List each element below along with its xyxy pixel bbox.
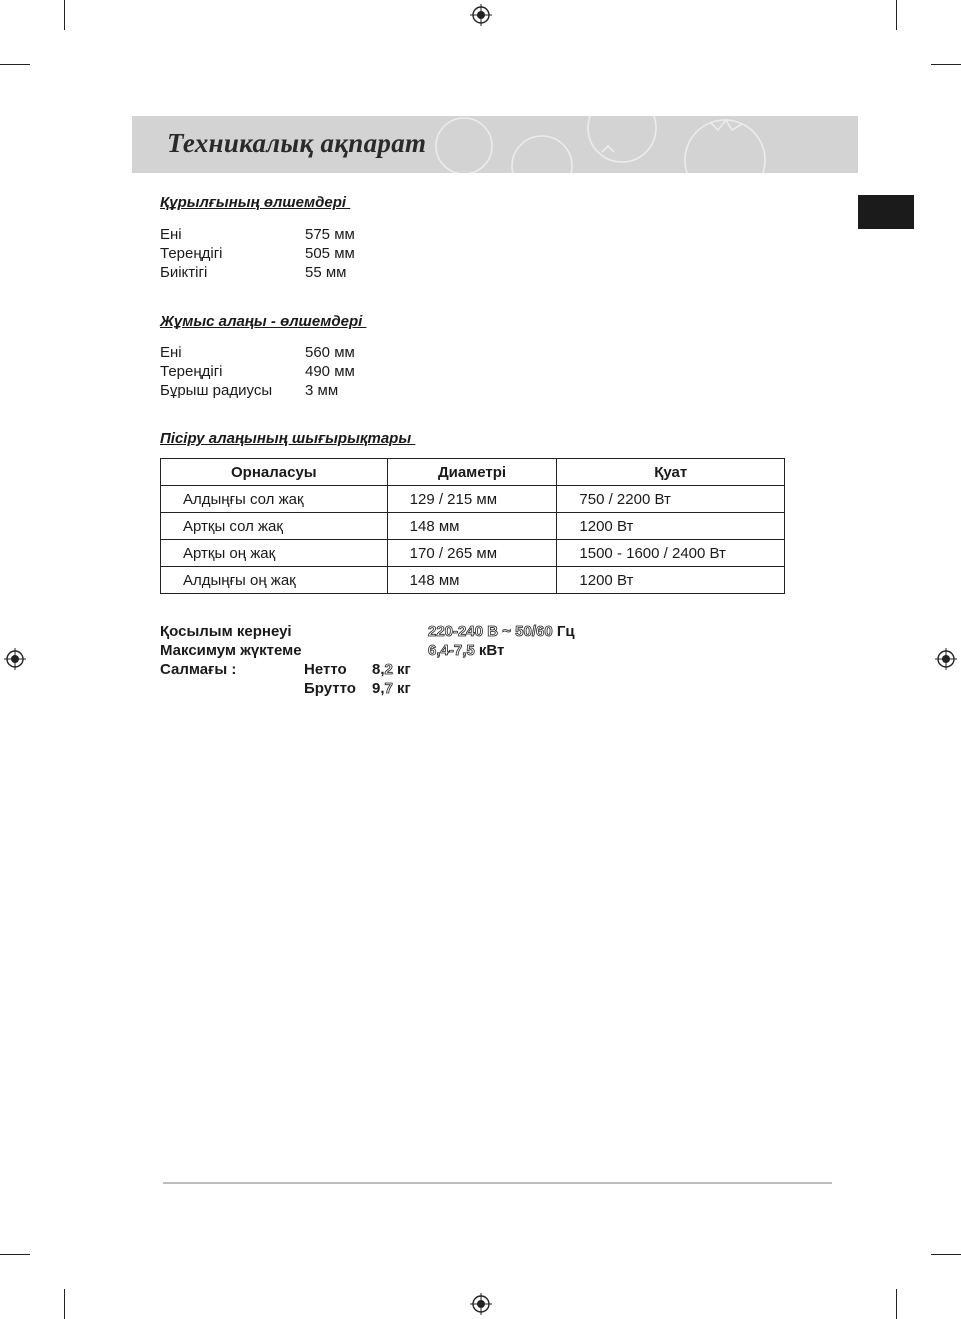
spec-label: Ені xyxy=(160,226,182,243)
section-tab-marker xyxy=(858,195,914,229)
table-cell: Артқы сол жақ xyxy=(161,513,388,540)
crop-mark xyxy=(931,64,961,65)
registration-mark-icon xyxy=(935,648,957,670)
crop-mark xyxy=(64,1289,65,1319)
table-cell: 148 мм xyxy=(387,513,557,540)
crop-mark xyxy=(0,64,30,65)
crop-mark xyxy=(0,1254,30,1255)
voltage-number: 220-240 В ~ 50/60 xyxy=(428,623,553,640)
burners-table xyxy=(160,458,785,594)
spec-label: Тереңдігі xyxy=(160,363,223,380)
registration-mark-icon xyxy=(470,4,492,26)
page-header xyxy=(132,116,858,173)
table-cell: Артқы оң жақ xyxy=(161,540,388,567)
burners-heading: Пісіру алаңының шығырықтары xyxy=(160,430,416,447)
net-weight-int: 8, xyxy=(372,661,385,678)
max-load-number: 6,4-7,5 xyxy=(428,642,475,659)
voltage-label: Қосылым кернеуі xyxy=(160,623,292,640)
max-load-value xyxy=(428,641,504,660)
spec-label: Бұрыш радиусы xyxy=(160,382,273,399)
max-load-label: Максимум жүктеме xyxy=(160,642,302,659)
footer-divider xyxy=(163,1182,832,1184)
spec-label: Биіктігі xyxy=(160,264,208,281)
table-cell: 750 / 2200 Вт xyxy=(557,486,785,513)
table-cell: 1500 - 1600 / 2400 Вт xyxy=(557,540,785,567)
registration-mark-icon xyxy=(4,648,26,670)
table-cell: 129 / 215 мм xyxy=(387,486,557,513)
max-load-unit: кВт xyxy=(478,642,505,659)
crop-mark xyxy=(931,1254,961,1255)
table-row xyxy=(161,540,785,567)
spec-value: 505 мм xyxy=(305,245,355,262)
table-row xyxy=(161,513,785,540)
column-header: Диаметрі xyxy=(387,459,557,486)
device-dimensions-heading: Құрылғының өлшемдері xyxy=(160,194,351,211)
gross-weight-label: Брутто xyxy=(304,680,356,697)
registration-mark-icon xyxy=(470,1293,492,1315)
weight-label: Салмағы : xyxy=(160,661,237,678)
gross-weight-dec: 7 xyxy=(384,680,393,697)
net-weight-value xyxy=(372,660,411,679)
net-weight-label: Нетто xyxy=(304,661,347,678)
table-cell: 170 / 265 мм xyxy=(387,540,557,567)
crop-mark xyxy=(896,1289,897,1319)
table-cell: 148 мм xyxy=(387,567,557,594)
spec-value: 55 мм xyxy=(305,264,347,281)
spec-label: Тереңдігі xyxy=(160,245,223,262)
column-header: Қуат xyxy=(557,459,785,486)
table-cell: 1200 Вт xyxy=(557,513,785,540)
spec-value: 490 мм xyxy=(305,363,355,380)
table-row xyxy=(161,486,785,513)
page-title: Техникалық ақпарат xyxy=(167,128,427,158)
spec-value: 575 мм xyxy=(305,226,355,243)
spec-label: Ені xyxy=(160,344,182,361)
crop-mark xyxy=(64,0,65,30)
net-weight-unit: кг xyxy=(397,661,411,678)
table-cell: 1200 Вт xyxy=(557,567,785,594)
voltage-value xyxy=(428,622,575,641)
gross-weight-unit: кг xyxy=(397,680,411,697)
gross-weight-int: 9, xyxy=(372,680,385,697)
spec-value: 3 мм xyxy=(305,382,339,399)
gross-weight-value xyxy=(372,679,411,698)
table-cell: Алдыңғы оң жақ xyxy=(161,567,388,594)
voltage-unit: Гц xyxy=(556,623,575,640)
crop-mark xyxy=(896,0,897,30)
table-cell: Алдыңғы сол жақ xyxy=(161,486,388,513)
spec-value: 560 мм xyxy=(305,344,355,361)
table-header-row xyxy=(161,459,785,486)
net-weight-dec: 2 xyxy=(384,661,393,678)
column-header: Орналасуы xyxy=(161,459,388,486)
table-row xyxy=(161,567,785,594)
work-surface-heading: Жұмыс алаңы - өлшемдері xyxy=(160,313,367,330)
